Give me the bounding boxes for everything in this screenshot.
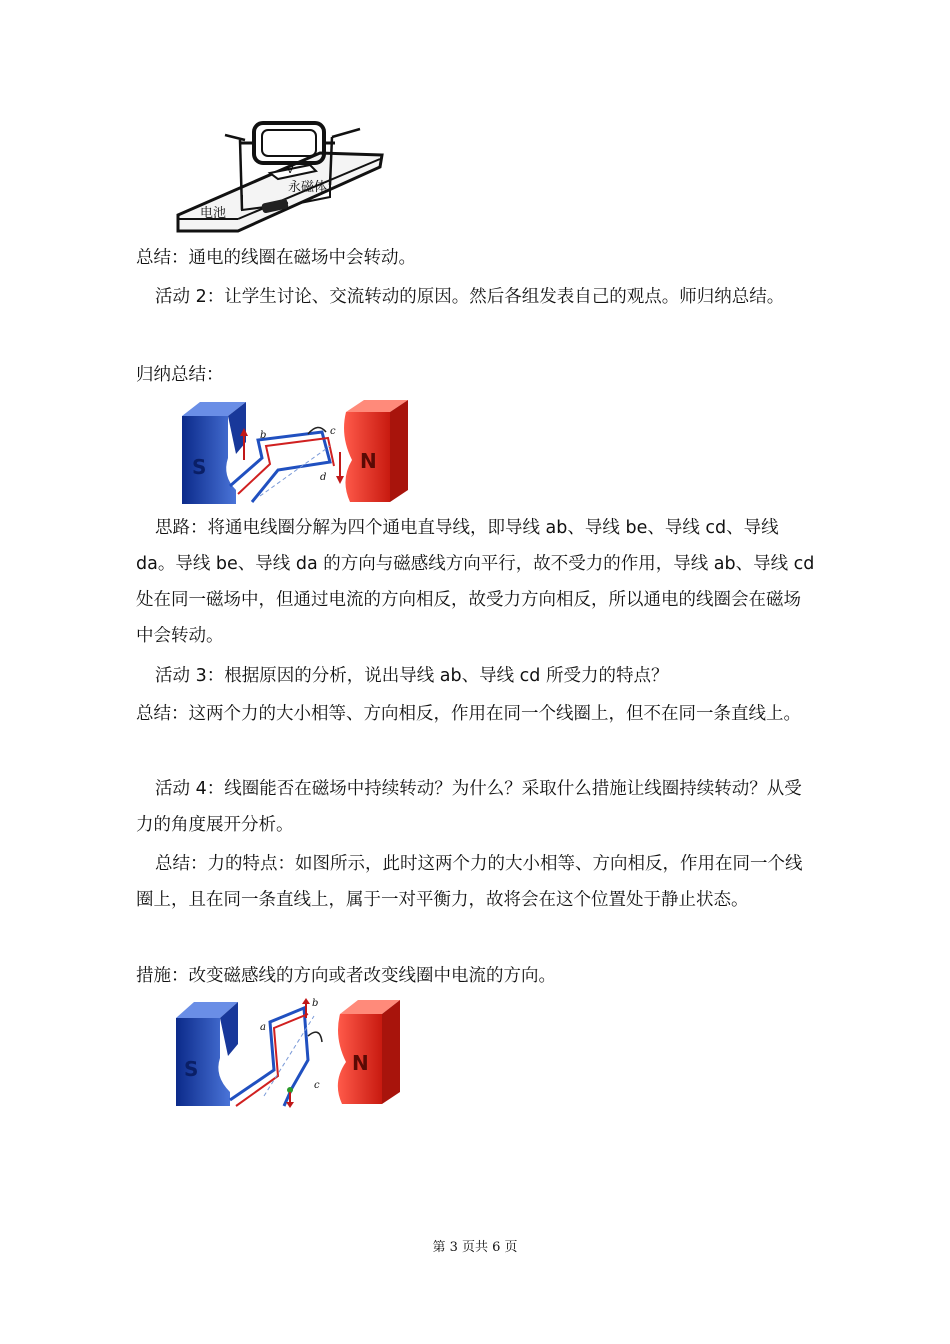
coil-magnets-figure-1 [180,398,412,506]
wire-label-d: d [320,472,327,483]
paragraph-activity-3: 活动 3：根据原因的分析，说出导线 ab、导线 cd 所受力的特点？ [155,666,669,686]
wire-label-c-2: c [314,1080,320,1091]
svg-text:V: V [287,166,294,176]
south-pole-label: S [192,455,207,479]
north-pole-label: N [360,449,377,473]
wire-label-c: c [330,426,336,437]
north-pole-label-2: N [352,1051,369,1075]
coil-magnets-drawing-2 [174,996,406,1108]
coil-magnets-figure-2 [174,996,406,1108]
paragraph-summary-3: 总结：力的特点：如图所示，此时这两个力的大小相等、方向相反，作用在同一个线圈上，且在同一条直线上，属于一对平衡力，故将会在这个位置处于静止状态。 [136,854,803,910]
south-pole-label-2: S [184,1057,199,1081]
wire-label-b: b [260,430,267,441]
paragraph-activity-4: 活动 4：线圈能否在磁场中持续转动？为什么？采取什么措施让线圈持续转动？从受力的角度展开分析。 [136,779,802,835]
paragraph-activity-2: 活动 2：让学生讨论、交流转动的原因。然后各组发表自己的观点。师归纳总结。 [155,287,785,307]
paragraph-conclusion-heading: 归纳总结： [136,365,224,385]
motor-model-drawing [170,115,390,237]
magnet-label: 永磁体 [288,180,328,195]
battery-label: 电池 [200,206,227,221]
wire-label-b-2: b [312,998,319,1009]
paragraph-summary-1: 总结：通电的线圈在磁场中会转动。 [136,248,416,268]
wire-label-a: a [260,1022,266,1033]
paragraph-reasoning: 思路：将通电线圈分解为四个通电直导线，即导线 ab、导线 be、导线 cd、导线 da。导线 be、导线 da 的方向与磁感线方向平行，故不受力的作用，导线 ab、导线 cd 处在同一磁场中，但通过电流的方向相反，故受力方向相反，所以通电的线圈会在磁场中会转动。 [136,518,815,646]
page-footer: 第 3 页共 6 页 [432,1240,518,1255]
motor-model-figure [170,115,390,237]
paragraph-summary-2: 总结：这两个力的大小相等、方向相反，作用在同一个线圈上，但不在同一条直线上。 [136,704,801,724]
coil-magnets-drawing-1 [180,398,412,506]
paragraph-measures: 措施：改变磁感线的方向或者改变线圈中电流的方向。 [136,966,556,986]
